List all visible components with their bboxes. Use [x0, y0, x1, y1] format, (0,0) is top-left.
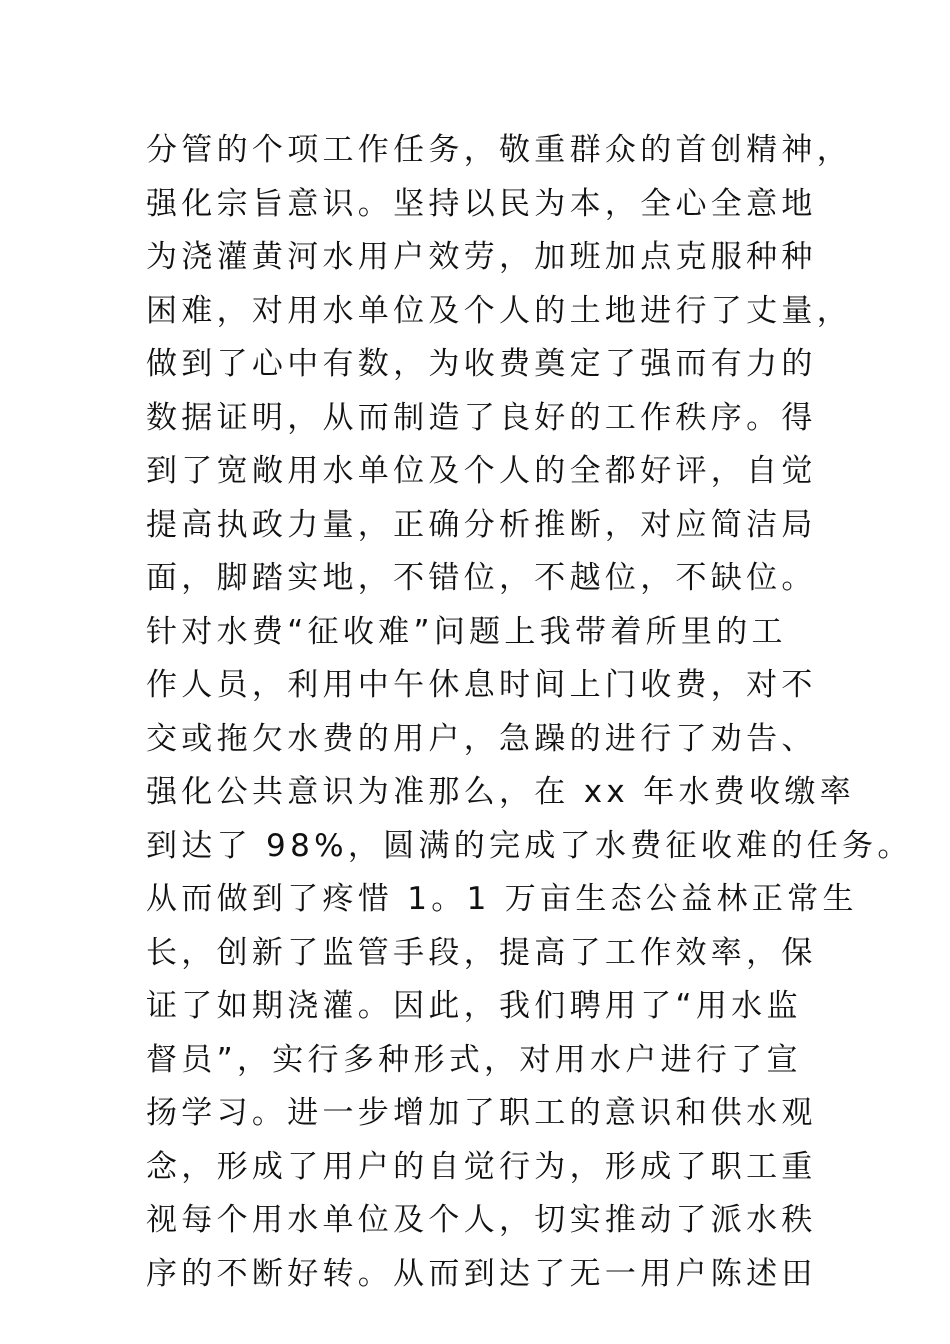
text-line: 念，形成了用户的自觉行为，形成了职工重: [146, 1148, 817, 1185]
text-line: 序的不断好转。从而到达了无一用户陈述田: [146, 1255, 817, 1292]
text-line: 视每个用水单位及个人，切实推动了派水秩: [146, 1202, 817, 1238]
text-line: 困难，对用水单位及个人的土地进行了丈量，: [146, 292, 852, 329]
text-line: 到达了 98%，圆满的完成了水费征收难的任务。: [146, 827, 913, 864]
text-line: 强化公共意识为准那么，在 xx 年水费收缴率: [146, 774, 855, 810]
text-line: 提高执政力量，正确分析推断，对应简洁局: [146, 506, 817, 543]
text-line: 面，脚踏实地，不错位，不越位，不缺位。: [146, 560, 817, 596]
text-line: 交或拖欠水费的用户，急躁的进行了劝告、: [146, 720, 817, 757]
text-line: 从而做到了疼惜 1。1 万亩生态公益林正常生: [146, 881, 858, 917]
text-line: 做到了心中有数，为收费奠定了强而有力的: [146, 346, 817, 382]
text-line: 长，创新了监管手段，提高了工作效率，保: [146, 934, 817, 971]
body-text: [146, 124, 913, 1301]
text-line: 为浇灌黄河水用户效劳，加班加点克服种种: [146, 239, 817, 275]
text-line: 强化宗旨意识。坚持以民为本，全心全意地: [146, 185, 817, 222]
text-line: 督员”，实行多种形式，对用水户进行了宣: [146, 1041, 802, 1078]
text-line: 扬学习。进一步增加了职工的意识和供水观: [146, 1095, 817, 1131]
text-line: 分管的个项工作任务，敬重群众的首创精神，: [146, 132, 852, 168]
text-line: 作人员，利用中午休息时间上门收费，对不: [146, 667, 817, 703]
text-line: 证了如期浇灌。因此，我们聘用了“用水监: [146, 988, 802, 1024]
text-line: 到了宽敞用水单位及个人的全都好评，自觉: [146, 453, 817, 489]
text-line: 数据证明，从而制造了良好的工作秩序。得: [146, 399, 817, 436]
text-line: 针对水费“征收难”问题上我带着所里的工: [146, 613, 787, 650]
